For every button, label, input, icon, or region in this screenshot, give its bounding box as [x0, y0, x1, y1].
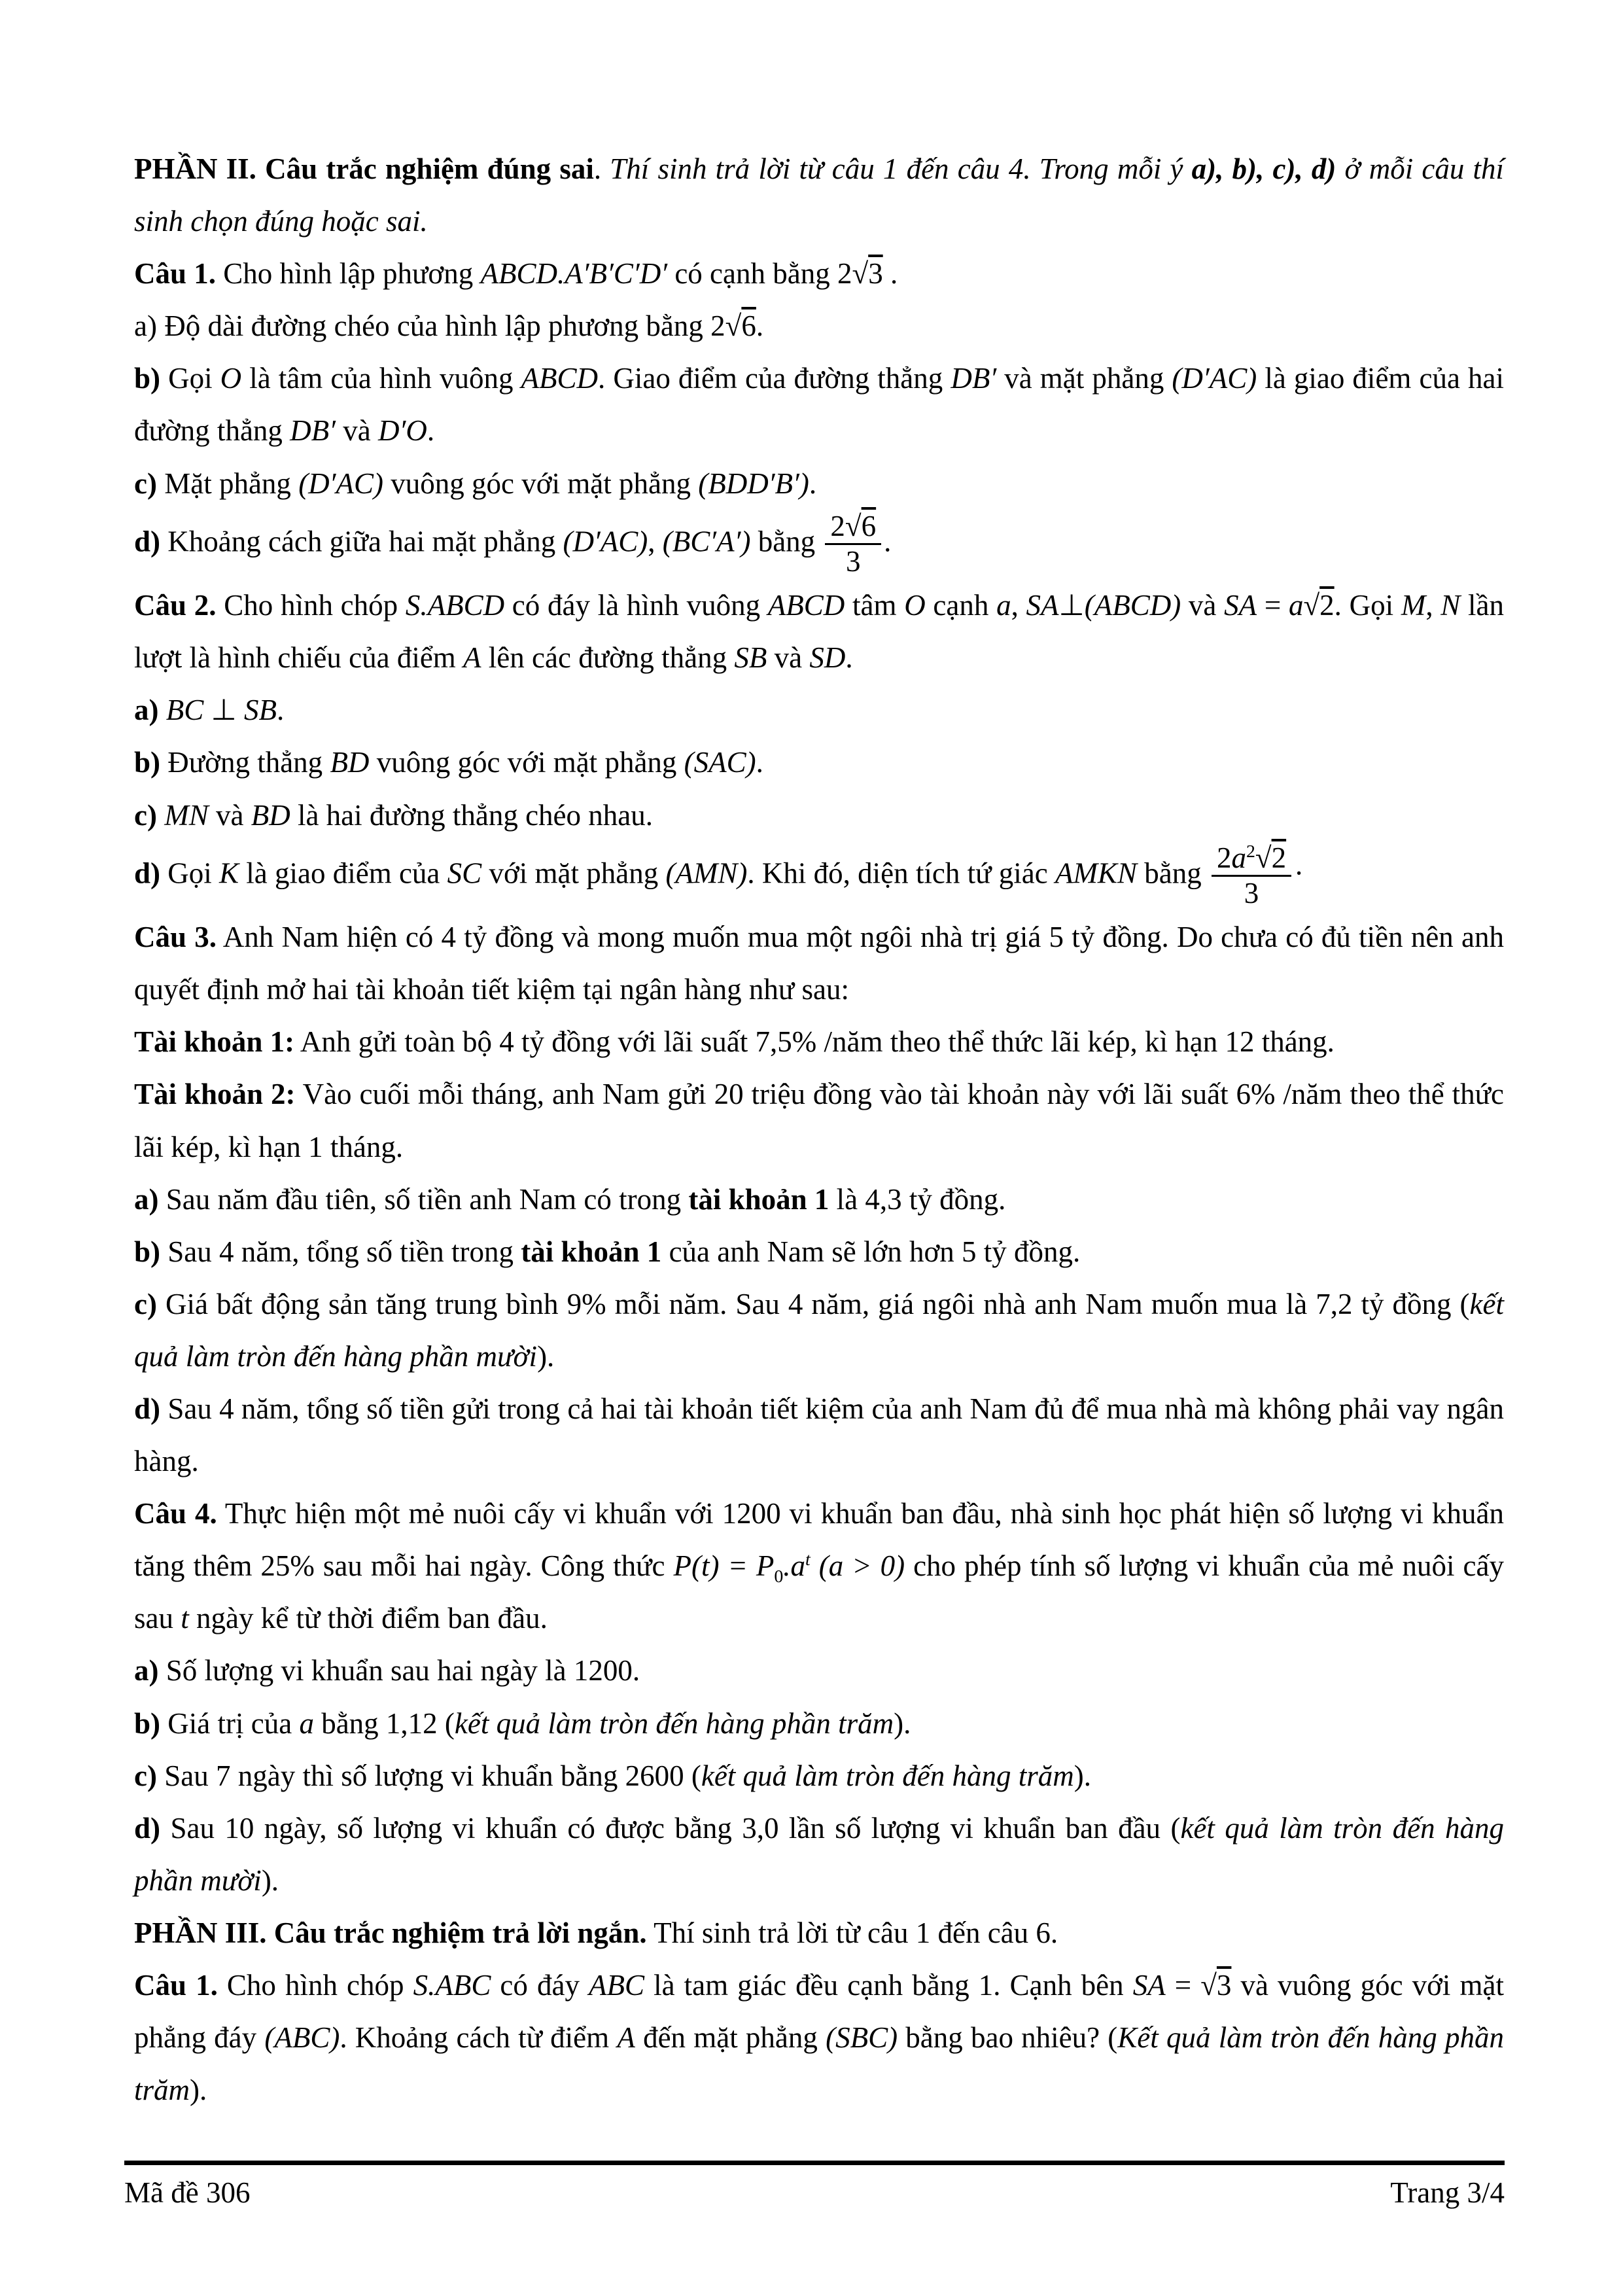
p2-q1-a: [134, 300, 1504, 352]
text-run: a: [1231, 841, 1246, 874]
p2-q3-a: [134, 1173, 1504, 1226]
part2-heading: [134, 143, 1504, 247]
text-run: SC: [447, 857, 482, 890]
text-run: A: [617, 2021, 635, 2055]
text-run: SD: [809, 641, 846, 675]
text-run: .: [593, 152, 610, 185]
text-run: b): [134, 746, 161, 779]
text-run: vuông góc với mặt phẳng: [369, 746, 684, 779]
text-run: Gọi: [160, 362, 220, 395]
text-run: là hai đường thẳng chéo nhau.: [290, 798, 653, 832]
text-run: Thực hiện một mẻ nuôi cấy vi khuẩn với 1200 vi khuẩn ban đầu, nhà sinh học phát hiện số lượng vi khuẩn tăng thêm 25% sau mỗi hai ngày. Công thức: [134, 1497, 1504, 1583]
text-run: SA: [1224, 589, 1257, 622]
text-run: .: [882, 257, 898, 291]
text-run: Gọi: [160, 857, 220, 890]
text-run: ,: [648, 525, 663, 558]
text-run: (AMN): [665, 857, 748, 890]
text-run: ).: [1073, 1759, 1092, 1792]
text-run: Tài khoản 2:: [134, 1078, 296, 1111]
text-run: a): [134, 1654, 159, 1687]
text-run: ·: [1294, 857, 1304, 890]
text-run: .: [845, 641, 853, 675]
text-run: c): [134, 1759, 157, 1792]
p2-q2-c: [134, 789, 1504, 841]
text-run: O: [220, 362, 242, 395]
text-run: ⊥: [1058, 589, 1085, 622]
text-run: ABCD.A′B′C′D′: [480, 257, 668, 291]
text-run: P(t) = P: [673, 1549, 775, 1583]
text-run: c): [134, 1287, 157, 1320]
text-run: ).: [190, 2074, 207, 2107]
p2-q3-account2: [134, 1068, 1504, 1173]
p2-q1-c: [134, 457, 1504, 510]
text-run: Tài khoản 1:: [134, 1025, 295, 1059]
text-run: PHẦN II. Câu trắc nghiệm đúng sai: [134, 152, 594, 185]
p2-q3-account1: [134, 1016, 1504, 1068]
text-run: M: [1401, 589, 1426, 622]
text-run: (BDD′B′): [698, 467, 809, 500]
text-run: Câu 1.: [134, 1969, 218, 2002]
text-run: =: [1165, 1969, 1201, 2002]
text-run: có đáy: [491, 1969, 589, 2002]
p2-q3-c: [134, 1278, 1504, 1383]
text-run: (D′AC): [563, 525, 648, 558]
p2-q2-b: [134, 736, 1504, 788]
text-run: c): [134, 798, 157, 832]
text-run: Câu 2.: [134, 589, 217, 622]
text-run: 3: [846, 545, 861, 578]
text-run: tài khoản 1: [688, 1182, 829, 1216]
p2-q2-d: [134, 841, 1504, 911]
text-run: SB: [734, 641, 767, 675]
text-run: a): [134, 694, 159, 727]
text-run: D′O: [378, 414, 427, 448]
text-run: Thí sinh trả lời từ câu 1 đến câu 6.: [646, 1916, 1058, 1949]
fraction: [1212, 841, 1291, 911]
text-run: (SAC): [684, 746, 756, 779]
text-run: có đáy là hình vuông: [504, 589, 768, 622]
text-run: Mặt phẳng: [156, 467, 299, 500]
text-run: Anh gửi toàn bộ 4 tỷ đồng với lãi suất 7,5% /năm theo thể thức lãi kép, kì hạn 12 tháng.: [294, 1025, 1335, 1059]
text-run: d): [134, 1392, 161, 1425]
page-number: Trang 3/4: [1390, 2176, 1505, 2209]
text-run: Sau năm đầu tiên, số tiền anh Nam có trong: [158, 1182, 689, 1216]
p2-q4-c: [134, 1750, 1504, 1802]
subscript: 0: [774, 1566, 784, 1587]
text-run: với mặt phẳng: [481, 857, 666, 890]
text-run: a) Độ dài đường chéo của hình lập phương bằng: [134, 309, 711, 343]
text-run: PHẦN III. Câu trắc nghiệm trả lời ngắn.: [134, 1916, 647, 1949]
text-run: [157, 799, 164, 832]
text-run: Thí sinh trả lời từ câu 1 đến câu 4. Trong mỗi ý: [610, 152, 1192, 185]
text-run: [159, 694, 166, 726]
text-run: ⊥: [203, 694, 244, 727]
text-run: và: [208, 798, 251, 832]
text-run: S.ABCD: [405, 589, 505, 622]
p3-q1-stem: [134, 1959, 1504, 2116]
text-run: (ABC): [264, 2021, 340, 2055]
text-run: ,: [1011, 589, 1026, 622]
text-run: 2: [830, 509, 845, 542]
p2-q4-stem: [134, 1487, 1504, 1644]
p2-q4-d: [134, 1802, 1504, 1907]
text-run: Vào cuối mỗi tháng, anh Nam gửi 20 triệu đồng vào tài khoản này với lãi suất 6% /năm theo thể thức lãi kép, kì hạn 1 tháng.: [134, 1078, 1504, 1163]
text-run: Cho hình lập phương: [216, 257, 481, 291]
text-run: BD: [330, 746, 370, 779]
text-run: .: [427, 414, 435, 448]
text-run: ABCD: [767, 589, 845, 622]
text-run: a), b), c), d): [1191, 152, 1336, 185]
text-run: SA: [1026, 589, 1059, 622]
text-run: Cho hình chóp: [216, 589, 406, 622]
text-run: a: [1288, 589, 1304, 622]
fraction: [825, 510, 881, 580]
text-run: Sau 10 ngày, số lượng vi khuẩn có được bằng 3,0 lần số lượng vi khuẩn ban đầu (: [160, 1811, 1181, 1845]
text-run: c): [134, 467, 157, 500]
text-run: ).: [537, 1339, 555, 1373]
text-run: tâm: [845, 589, 905, 622]
text-run: là tâm của hình vuông: [241, 362, 521, 395]
text-run: cho phép tính số lượng vi khuẩn của mẻ nuôi cấy sau: [134, 1549, 1504, 1635]
text-run: b): [134, 1235, 161, 1268]
p2-q3-stem: [134, 911, 1504, 1016]
p2-q4-b: [134, 1697, 1504, 1750]
text-run: Khoảng cách giữa hai mặt phẳng: [160, 525, 563, 558]
text-run: bằng: [750, 525, 823, 558]
page-footer: [124, 2161, 1505, 2210]
radical: √6: [725, 309, 756, 343]
text-run: N: [1440, 589, 1461, 622]
text-run: .a: [783, 1549, 806, 1583]
text-run: DB′: [951, 362, 997, 395]
text-run: kết quả làm tròn đến hàng phần trăm: [454, 1706, 894, 1740]
text-run: ,: [1425, 589, 1441, 622]
p2-q3-b: [134, 1226, 1504, 1278]
text-run: ABCD: [521, 362, 599, 395]
text-run: Số lượng vi khuẩn sau hai ngày là 1200.: [158, 1654, 640, 1687]
text-run: là tam giác đều cạnh bằng 1. Cạnh bên: [644, 1969, 1133, 2002]
text-run: SB: [243, 694, 277, 727]
radical: √3: [1200, 1969, 1232, 2002]
text-run: đến mặt phẳng: [635, 2021, 826, 2055]
exam-code: Mã đề 306: [124, 2176, 251, 2209]
radical: √6: [845, 509, 877, 542]
text-run: (BC′A′): [662, 525, 751, 558]
text-run: có cạnh bằng: [667, 257, 837, 291]
text-run: a: [996, 589, 1011, 622]
text-run: và: [1181, 589, 1225, 622]
text-run: . Khoảng cách từ điểm: [340, 2021, 618, 2055]
text-run: Kết quả làm tròn đến hàng phần trăm: [134, 2021, 1504, 2107]
text-run: .: [809, 467, 817, 500]
text-run: và: [336, 414, 378, 448]
text-run: 2: [837, 257, 852, 291]
text-run: .: [276, 694, 285, 727]
text-run: ngày kể từ thời điểm ban đầu.: [188, 1602, 548, 1635]
p2-q1-stem: [134, 247, 1504, 300]
text-run: .: [884, 525, 892, 558]
part3-heading: [134, 1907, 1504, 1959]
text-run: (a > 0): [810, 1549, 905, 1583]
text-run: lên các đường thẳng: [481, 641, 735, 675]
text-run: d): [134, 525, 161, 558]
p2-q2-stem: [134, 579, 1504, 684]
text-run: Câu 3.: [134, 921, 217, 954]
text-run: bằng 1,12 (: [313, 1706, 455, 1740]
text-run: bằng: [1136, 857, 1209, 890]
text-run: a): [134, 1182, 159, 1216]
text-run: và vuông góc với mặt phẳng đáy: [134, 1969, 1504, 2055]
text-run: bằng bao nhiêu? (: [898, 2021, 1118, 2055]
text-run: kết quả làm tròn đến hàng trăm: [701, 1759, 1074, 1792]
text-run: lần lượt là hình chiếu của điểm: [134, 589, 1505, 675]
text-run: là 4,3 tỷ đồng.: [829, 1182, 1006, 1216]
text-run: vuông góc với mặt phẳng: [383, 467, 699, 500]
text-run: ABC: [589, 1969, 645, 2002]
text-run: b): [134, 362, 161, 395]
text-run: kết quả làm tròn đến hàng phần mười: [134, 1811, 1504, 1897]
text-run: tài khoản 1: [521, 1235, 662, 1268]
text-run: ).: [261, 1863, 279, 1897]
text-run: 2: [710, 309, 725, 343]
text-run: là giao điểm của hai đường thẳng: [134, 362, 1504, 448]
radical: √2: [1255, 841, 1287, 874]
text-run: .: [756, 746, 763, 779]
text-run: 3: [1244, 877, 1259, 910]
text-run: S.ABC: [413, 1969, 491, 2002]
text-run: . Khi đó, diện tích tứ giác: [747, 857, 1055, 890]
document-content: [134, 143, 1504, 2116]
superscript: 2: [1246, 841, 1255, 862]
text-run: . Giao điểm của đường thẳng: [598, 362, 951, 395]
text-run: DB′: [290, 414, 336, 448]
radical: √3: [852, 257, 883, 291]
text-run: 2: [1216, 841, 1232, 874]
text-run: ở mỗi câu thí sinh chọn đúng hoặc sai.: [134, 152, 1505, 238]
text-run: d): [134, 857, 161, 890]
text-run: (D′AC): [298, 467, 384, 500]
text-run: cạnh: [925, 589, 997, 622]
text-run: Câu 4.: [134, 1497, 217, 1530]
p2-q1-d: [134, 510, 1504, 580]
radical: √2: [1303, 589, 1335, 622]
text-run: K: [219, 857, 239, 890]
p2-q4-a: [134, 1644, 1504, 1697]
text-run: =: [1257, 589, 1289, 622]
text-run: Sau 4 năm, tổng số tiền trong: [160, 1235, 521, 1268]
p2-q3-d: [134, 1383, 1504, 1487]
text-run: AMKN: [1055, 857, 1137, 890]
superscript: t: [805, 1549, 811, 1570]
text-run: BD: [251, 798, 290, 832]
text-run: (D′AC): [1172, 362, 1257, 395]
text-run: Giá bất động sản tăng trung bình 9% mỗi năm. Sau 4 năm, giá ngôi nhà anh Nam muốn mua là 7,2 tỷ đồng (: [156, 1287, 1470, 1320]
text-run: b): [134, 1706, 161, 1740]
text-run: Sau 4 năm, tổng số tiền gửi trong cả hai tài khoản tiết kiệm của anh Nam đủ để mua nhà mà không phải vay ngân hàng.: [134, 1392, 1504, 1478]
text-run: d): [134, 1811, 161, 1845]
text-run: Giá trị của: [160, 1706, 300, 1740]
text-run: ).: [894, 1706, 911, 1740]
p2-q2-a: [134, 684, 1504, 736]
text-run: SA: [1132, 1969, 1166, 2002]
text-run: (ABCD): [1084, 589, 1181, 622]
text-run: Sau 7 ngày thì số lượng vi khuẩn bằng 2600 (: [156, 1759, 701, 1792]
text-run: BC: [166, 694, 204, 727]
text-run: Đường thẳng: [160, 746, 330, 779]
text-run: và mặt phẳng: [996, 362, 1172, 395]
text-run: A: [463, 641, 481, 675]
text-run: (SBC): [826, 2021, 898, 2055]
text-run: . Gọi: [1334, 589, 1401, 622]
text-run: và: [767, 641, 810, 675]
text-run: là giao điểm của: [239, 857, 447, 890]
text-run: Anh Nam hiện có 4 tỷ đồng và mong muốn mua một ngôi nhà trị giá 5 tỷ đồng. Do chưa có đủ tiền nên anh quyết định mở hai tài khoản tiết kiệm tại ngân hàng như sau:: [134, 921, 1504, 1006]
p2-q1-b: [134, 352, 1504, 457]
text-run: Cho hình chóp: [217, 1969, 413, 2002]
text-run: kết quả làm tròn đến hàng phần mười: [134, 1287, 1504, 1373]
text-run: Câu 1.: [134, 257, 217, 291]
text-run: .: [756, 309, 764, 343]
text-run: MN: [164, 798, 209, 832]
text-run: a: [299, 1706, 314, 1740]
text-run: t: [181, 1602, 189, 1635]
text-run: O: [904, 589, 926, 622]
text-run: của anh Nam sẽ lớn hơn 5 tỷ đồng.: [661, 1235, 1081, 1268]
